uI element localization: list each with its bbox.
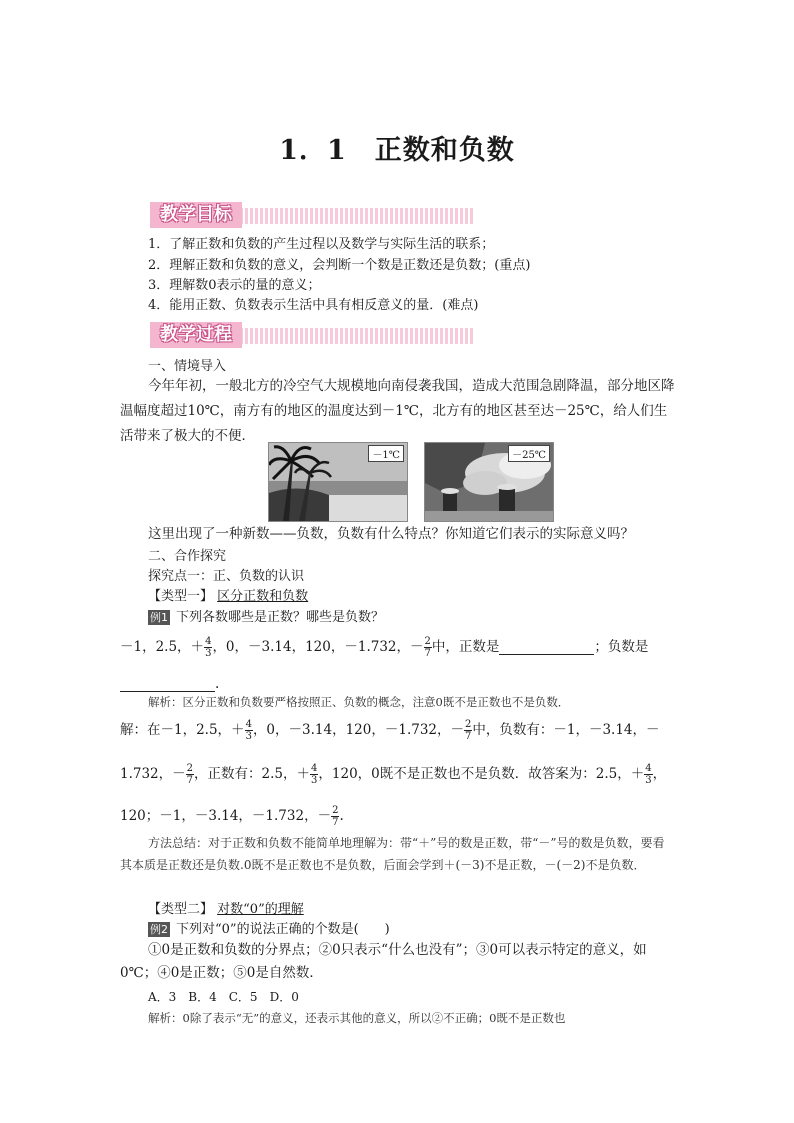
example-text: 下列对“0”的说法正确的个数是( ) [176, 922, 390, 937]
snow-photo [424, 442, 554, 522]
example1-prompt [148, 608, 384, 628]
section-heading: 一、情境导入 [148, 359, 227, 374]
section-heading: 二、合作探究 [148, 549, 227, 564]
banner-label: 教学目标 [150, 202, 242, 228]
analysis-text: 解析：区分正数和负数要严格按照正、负数的概念，注意0既不是正数也不是负数． [148, 695, 570, 709]
math-text: ，0，－3.14，120，－1.732，－ [212, 639, 424, 655]
example-badge: 例1 [150, 611, 168, 624]
banner-label: 教学过程 [150, 322, 242, 348]
solution-line-1: 解：在－1，2.5，＋ $\frac{4}{3}$ ，0，－3.14，120，－1.732，－ $\frac{2}{7}$ 中，负数有：－1，－3.14，－ [120, 719, 660, 742]
example-text: 下列各数哪些是正数？哪些是负数？ [176, 610, 385, 625]
analysis-text: 解析：0除了表示“无”的意义，还表示其他的意义，所以②不正确；0既不是正数也 [148, 1011, 566, 1025]
solution-line-3: 120；－1，－3.14，－1.732，－ $\frac{2}{7}$ . [120, 805, 344, 828]
section-banner-goals [150, 202, 475, 228]
fraction: $\frac{2}{7}$ [424, 636, 431, 659]
beach-photo [268, 442, 408, 522]
goal-item: 1．了解正数和负数的产生过程以及数学与实际生活的联系； [148, 237, 495, 252]
math-text: ；负数是 [594, 639, 649, 655]
goal-item: 4．能用正数、负数表示生活中具有相反意义的量．(难点) [148, 298, 479, 313]
math-text: 中，正数是 [431, 639, 500, 655]
fraction: $\frac{4}{3}$ [645, 763, 652, 786]
answer-blank[interactable] [120, 677, 215, 692]
example2-options: A．3 B．4 C．5 D．0 [148, 990, 299, 1004]
solution-line-2: 1.732，－ $\frac{2}{7}$ ，正数有：2.5，＋ $\frac{4}{3}$ ，120，0既不是正数也不是负数．故答案为：2.5，＋ $\frac{4}{3}$ ， [120, 763, 667, 786]
goal-item: 2．理解正数和负数的意义，会判断一个数是正数还是负数；(重点) [148, 258, 531, 273]
type-title: 对数“0”的理解 [217, 902, 304, 917]
fraction: $\frac{2}{7}$ [186, 763, 194, 786]
fraction: $\frac{2}{7}$ [465, 719, 472, 742]
type-tag: 【类型一】 [148, 589, 214, 604]
type1-heading [148, 587, 308, 607]
explore-point: 探究点一：正、负数的认识 [148, 569, 305, 584]
example2-statements: ①0是正数和负数的分界点；②0只表示“什么也没有”；③0可以表示特定的意义，如0℃；④0是正数；⑤0是自然数． [120, 942, 647, 981]
question-paragraph: 这里出现了一种新数——负数，负数有什么特点？你知道它们表示的实际意义吗？ [148, 526, 634, 542]
type2-heading [148, 900, 304, 920]
example-badge: 例2 [150, 923, 168, 936]
example1-second-blank: . [120, 672, 219, 696]
type-tag: 【类型二】 [148, 902, 214, 917]
math-text: －1，2.5，＋ [120, 639, 205, 655]
temperature-label: －25℃ [508, 445, 550, 462]
example1-numbers [120, 635, 648, 659]
answer-blank[interactable] [499, 640, 594, 655]
intro-paragraph: 今年年初，一般北方的冷空气大规模地向南侵袭我国，造成大范围急剧降温，部分地区降温幅度超过10℃，南方有的地区的温度达到－1℃，北方有的地区甚至达－25℃，给人们生活带来了极大的不便． [120, 378, 675, 444]
temperature-label: －1℃ [368, 445, 404, 462]
type-title: 区分正数和负数 [217, 589, 309, 604]
method-summary: 方法总结：对于正数和负数不能简单地理解为：带“＋”号的数是正数，带“－”号的数是负数，要看其本质是正数还是负数.0既不是正数也不是负数，后面会学到＋(－3)不是正数，－(－2)不是负数． [120, 836, 665, 872]
fraction: $\frac{4}{3}$ [311, 763, 318, 786]
fraction: $\frac{2}{7}$ [332, 805, 339, 828]
page-title: 1．1 正数和负数 [279, 135, 515, 166]
section-banner-process [150, 322, 475, 348]
fraction: $\frac{4}{3}$ [205, 636, 212, 659]
goal-item: 3．理解数0表示的量的意义； [148, 278, 321, 293]
fraction: $\frac{4}{3}$ [245, 719, 252, 742]
example2-prompt [148, 920, 390, 940]
